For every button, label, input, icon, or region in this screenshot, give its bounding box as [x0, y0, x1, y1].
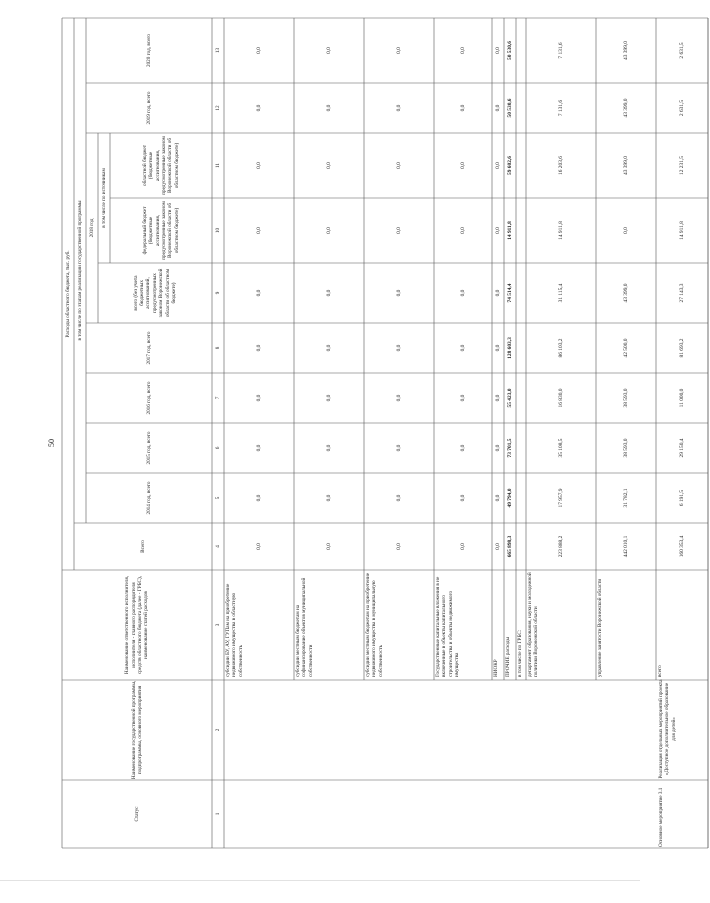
row-value-col5: 0,0: [494, 494, 501, 502]
row-value-col11: 12 231,5: [678, 156, 685, 175]
header-2018-regional: областной бюджет (бюджетные ассигнования, предусмотренные законом Воронежской области об областном бюджете): [141, 136, 180, 195]
row-value-col9: 74 514,4: [506, 283, 513, 303]
header-total: Всего: [139, 540, 146, 553]
row-value-col6: 38 593,0: [622, 438, 629, 458]
row-value-col8: 0,0: [494, 344, 501, 352]
row-expense-item: в том числе по ГРБС:: [517, 629, 523, 677]
column-number-8: 8: [214, 346, 221, 350]
column-number-2: 2: [214, 728, 221, 732]
row-value-col10: 0,0: [395, 227, 402, 234]
header-2018-federal: федеральный бюджет (бюджетные ассигнования, предусмотренные законом Воронежской области об областном бюджете): [141, 201, 180, 260]
row-value-col4: 665 898,3: [506, 535, 513, 558]
column-number-9: 9: [214, 291, 221, 295]
header-2014: 2014 год, всего: [145, 481, 152, 515]
row-value-col13: 0,0: [395, 47, 402, 54]
row-value-col4: 0,0: [494, 543, 501, 550]
row-value-col4: 0,0: [395, 543, 402, 550]
row-value-col5: 17 957,9: [557, 488, 564, 508]
header-2020: 2020 год, всего: [145, 33, 152, 68]
row-value-col9: 0,0: [395, 289, 402, 297]
row-value-col8: 86 103,2: [557, 338, 564, 358]
row-value-col10: 0,0: [325, 227, 332, 234]
row-value-col7: 0,0: [395, 394, 402, 402]
row-value-col6: 73 701,5: [506, 438, 513, 458]
row-value-col13: 2 631,5: [678, 42, 685, 59]
row-expense-item: НИОКР: [493, 659, 499, 677]
row-value-col12: 50 530,6: [506, 98, 513, 118]
row-value-col6: 0,0: [395, 444, 402, 452]
row-value-col9: 27 143,3: [678, 283, 685, 303]
row-value-col11: 0,0: [325, 162, 332, 169]
row-value-col4: 160 353,4: [678, 535, 685, 558]
column-number-12: 12: [214, 105, 221, 111]
header-2015: 2015 год, всего: [145, 431, 152, 465]
row-value-col9: 43 399,0: [622, 283, 629, 303]
row-value-col13: [516, 18, 526, 83]
row-value-col6: 0,0: [459, 444, 466, 452]
row-value-col10: 0,0: [255, 227, 262, 234]
row-value-col5: 0,0: [459, 494, 466, 502]
row-value-col13: 0,0: [255, 47, 262, 54]
row-value-col8: 0,0: [395, 344, 402, 352]
column-number-6: 6: [214, 446, 221, 450]
row-value-col9: 31 115,4: [557, 283, 564, 303]
row-value-col6: 35 108,5: [557, 438, 564, 458]
header-executor: Наименование ответственного исполнителя, исполнителя - главного распорядителя средств областного бюджета (далее - ГРБС), наименование статей расходов: [124, 575, 150, 675]
row-value-col7: 0,0: [494, 394, 501, 402]
column-number-5: 5: [214, 496, 221, 500]
row-value-col10: 14 911,8: [557, 221, 564, 240]
row-value-col11: 59 602,6: [506, 156, 513, 175]
row-value-col11: 0,0: [459, 162, 466, 169]
row-value-col6: 0,0: [494, 444, 501, 452]
row-value-col8: 0,0: [255, 344, 262, 352]
scan-edge-line: [0, 880, 640, 881]
header-2019: 2019 год, всего: [145, 91, 152, 125]
column-number-11: 11: [214, 163, 221, 168]
row-value-col6: 0,0: [255, 444, 262, 452]
row-value-col12: [516, 83, 526, 133]
row-value-col5: 0,0: [395, 494, 402, 502]
column-number-3: 3: [214, 623, 221, 627]
page-number: 50: [47, 439, 56, 447]
row-status: Основное мероприятие 3.1: [658, 787, 664, 847]
row-expense-item: управление занятости Воронежской области: [597, 578, 603, 677]
row-value-col7: 0,0: [459, 394, 466, 402]
row-value-col12: 0,0: [325, 104, 332, 112]
row-value-col12: 0,0: [459, 104, 466, 112]
header-expenses-title: Расходы областного бюджета, тыс. руб.: [64, 250, 71, 338]
header-2016: 2016 год, всего: [145, 381, 152, 415]
header-2018: 2018 год: [88, 218, 95, 238]
row-value-col11: 0,0: [255, 162, 262, 169]
row-value-col11: 0,0: [395, 162, 402, 169]
row-expense-item: субсидии местным бюджетам на приобретение недвижимого имущества в муниципальную собственность: [365, 572, 384, 677]
budget-table-container: [62, 18, 685, 848]
row-value-col8: 0,0: [459, 344, 466, 352]
row-program-name: Реализация отдельных мероприятий проекта «Доступное дополнительное образование для детей»: [658, 679, 677, 779]
row-value-col6: 29 150,4: [678, 438, 685, 458]
row-value-col5: 0,0: [325, 494, 332, 502]
budget-table: [62, 18, 685, 848]
row-expense-item: департамент образования, науки и молодежной политики Воронежской области: [527, 572, 540, 677]
column-number-10: 10: [214, 227, 221, 234]
row-value-col6: 0,0: [325, 444, 332, 452]
row-value-col9: 0,0: [494, 289, 501, 297]
row-value-col8: 42 500,0: [622, 338, 629, 358]
row-expense-item: Государственные капитальные вложения в не включенные в объекты капитального строительства и объекты недвижимого имущества: [435, 576, 461, 677]
header-2017: 2017 год, всего: [145, 331, 152, 365]
row-value-col7: 11 000,0: [678, 388, 685, 408]
row-value-col10: 14 911,8: [678, 221, 685, 240]
row-value-col7: 55 423,0: [506, 388, 513, 408]
row-expense-item: субсидии местным бюджетам на софинансирование объектов муниципальной собственности: [295, 577, 314, 677]
row-value-col13: 50 530,6: [506, 41, 513, 60]
row-value-col5: 6 191,5: [678, 489, 685, 507]
header-by-stage: в том числе по этапам реализации государственной программы: [76, 200, 83, 341]
row-value-col5: 31 782,1: [622, 488, 629, 508]
row-value-col13: 7 131,6: [557, 42, 564, 59]
row-value-col12: 2 631,5: [678, 99, 685, 117]
row-expense-item: ПРОЧИЕ расходы: [505, 637, 511, 677]
row-value-col11: 0,0: [494, 162, 501, 169]
header-program-name: Наименование государственной программы, подпрограммы, основного мероприятия: [130, 680, 143, 780]
row-value-col10: 0,0: [459, 227, 466, 234]
header-status: Статус: [133, 806, 140, 822]
row-value-col6: [516, 423, 526, 473]
row-value-col4: 0,0: [255, 543, 262, 550]
row-value-col9: [516, 263, 526, 323]
row-value-col7: 16 830,0: [557, 388, 564, 408]
row-value-col13: 43 399,0: [622, 41, 629, 60]
row-value-col8: [516, 323, 526, 373]
header-2018-total: всего (без учета бюджетных ассигнований, предусмотренных законом Воронежской области об областном бюджете): [132, 268, 177, 318]
row-value-col8: 0,0: [325, 344, 332, 352]
row-value-col11: 16 203,6: [557, 156, 564, 175]
row-value-col7: 0,0: [255, 394, 262, 402]
row-value-col4: 0,0: [325, 543, 332, 550]
row-expense-item: всего: [657, 665, 663, 677]
row-value-col12: 0,0: [255, 104, 262, 112]
row-value-col9: 0,0: [255, 289, 262, 297]
row-value-col12: 0,0: [494, 104, 501, 112]
row-value-col8: 81 693,2: [678, 338, 685, 358]
row-value-col4: 223 888,2: [557, 535, 564, 558]
row-value-col8: 128 603,3: [506, 337, 513, 359]
row-value-col11: 43 399,0: [622, 156, 629, 175]
row-value-col9: 0,0: [459, 289, 466, 297]
row-value-col10: 0,0: [494, 227, 501, 234]
row-expense-item: субсидии БУ, АУ, ГУПам на приобретение недвижимого имущества в областную собственность: [225, 583, 244, 677]
column-number-13: 13: [214, 47, 221, 54]
row-value-col13: 0,0: [325, 47, 332, 54]
row-value-col10: [516, 198, 526, 263]
row-value-col13: 0,0: [459, 47, 466, 54]
row-value-col13: 0,0: [494, 47, 501, 54]
row-value-col4: 442 010,1: [622, 535, 629, 558]
row-value-col4: [516, 523, 526, 570]
row-value-col12: 0,0: [395, 104, 402, 112]
column-number-1: 1: [214, 812, 221, 816]
row-value-col11: [516, 133, 526, 198]
column-number-4: 4: [214, 545, 221, 548]
row-value-col12: 43 399,0: [622, 98, 629, 118]
row-value-col5: [516, 473, 526, 523]
row-value-col10: 14 911,8: [506, 221, 513, 240]
row-value-col7: 38 593,0: [622, 388, 629, 408]
row-value-col7: 0,0: [325, 394, 332, 402]
row-value-col5: 49 794,0: [506, 488, 513, 508]
row-value-col5: 0,0: [255, 494, 262, 502]
row-value-col9: 0,0: [325, 289, 332, 297]
header-2018-incl: в том числе по источникам: [100, 168, 107, 228]
row-value-col4: 0,0: [459, 543, 466, 550]
row-value-col7: [516, 373, 526, 423]
column-number-7: 7: [214, 396, 221, 400]
row-value-col12: 7 131,6: [557, 99, 564, 117]
row-value-col10: 0,0: [622, 227, 629, 234]
